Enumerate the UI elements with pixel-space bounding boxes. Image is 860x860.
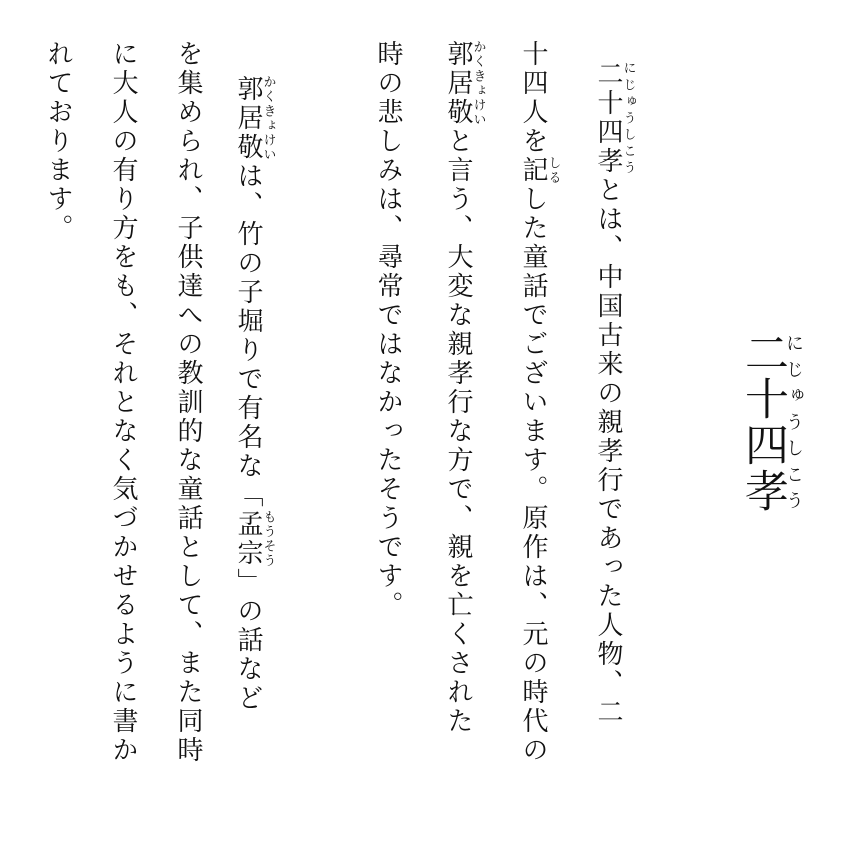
page-title xyxy=(737,330,804,514)
ruby-base: 記 xyxy=(518,156,548,185)
title-ruby xyxy=(737,330,804,514)
ruby-reading: もうそう xyxy=(260,510,276,568)
ruby-reading: にじゅうしこう xyxy=(620,60,636,176)
body-line-7 xyxy=(110,40,136,765)
body-line-2 xyxy=(520,40,560,765)
ruby-base: 郭居敬 xyxy=(443,40,473,127)
line-text: と言う、大変な親孝行な方で、親を亡くされた xyxy=(443,127,473,736)
title-reading: にじゅうしこう xyxy=(783,330,804,514)
line-text: れております。 xyxy=(43,40,73,243)
body-line-8 xyxy=(45,40,71,243)
line-text: は、竹の子堀りで有名な「 xyxy=(233,162,263,510)
ruby-shiru xyxy=(518,156,561,185)
body-line-3 xyxy=(445,40,485,736)
line-text: を集められ、子供達への教訓的な童話として、また同時 xyxy=(173,40,203,765)
ruby-mousou xyxy=(233,510,276,568)
line-text: に大人の有り方をも、それとなく気づかせるように書か xyxy=(108,40,138,765)
body-line-6 xyxy=(175,40,201,765)
line-text: 」の話など xyxy=(233,568,263,713)
ruby-nijuushikou xyxy=(593,60,636,176)
title-text: 二十四孝 xyxy=(737,330,788,514)
body-line-1 xyxy=(595,60,635,727)
ruby-base: 郭居敬 xyxy=(233,75,263,162)
ruby-reading: かくきょけい xyxy=(470,40,486,127)
line-text: した童話でございます。原作は、元の時代の xyxy=(518,185,548,765)
line-text: とは、中国古来の親孝行であった人物、二 xyxy=(593,176,623,727)
ruby-base: 二十四孝 xyxy=(593,60,623,176)
line-text: 十四人を xyxy=(518,40,548,156)
body-line-5 xyxy=(235,75,275,713)
ruby-base: 孟宗 xyxy=(233,510,263,568)
ruby-kakukyokei xyxy=(233,75,276,162)
ruby-reading: しる xyxy=(545,156,561,185)
ruby-kakukyokei xyxy=(443,40,486,127)
ruby-reading: かくきょけい xyxy=(260,75,276,162)
body-line-4 xyxy=(375,40,401,620)
line-text: 時の悲しみは、尋常ではなかったそうです。 xyxy=(373,40,403,620)
